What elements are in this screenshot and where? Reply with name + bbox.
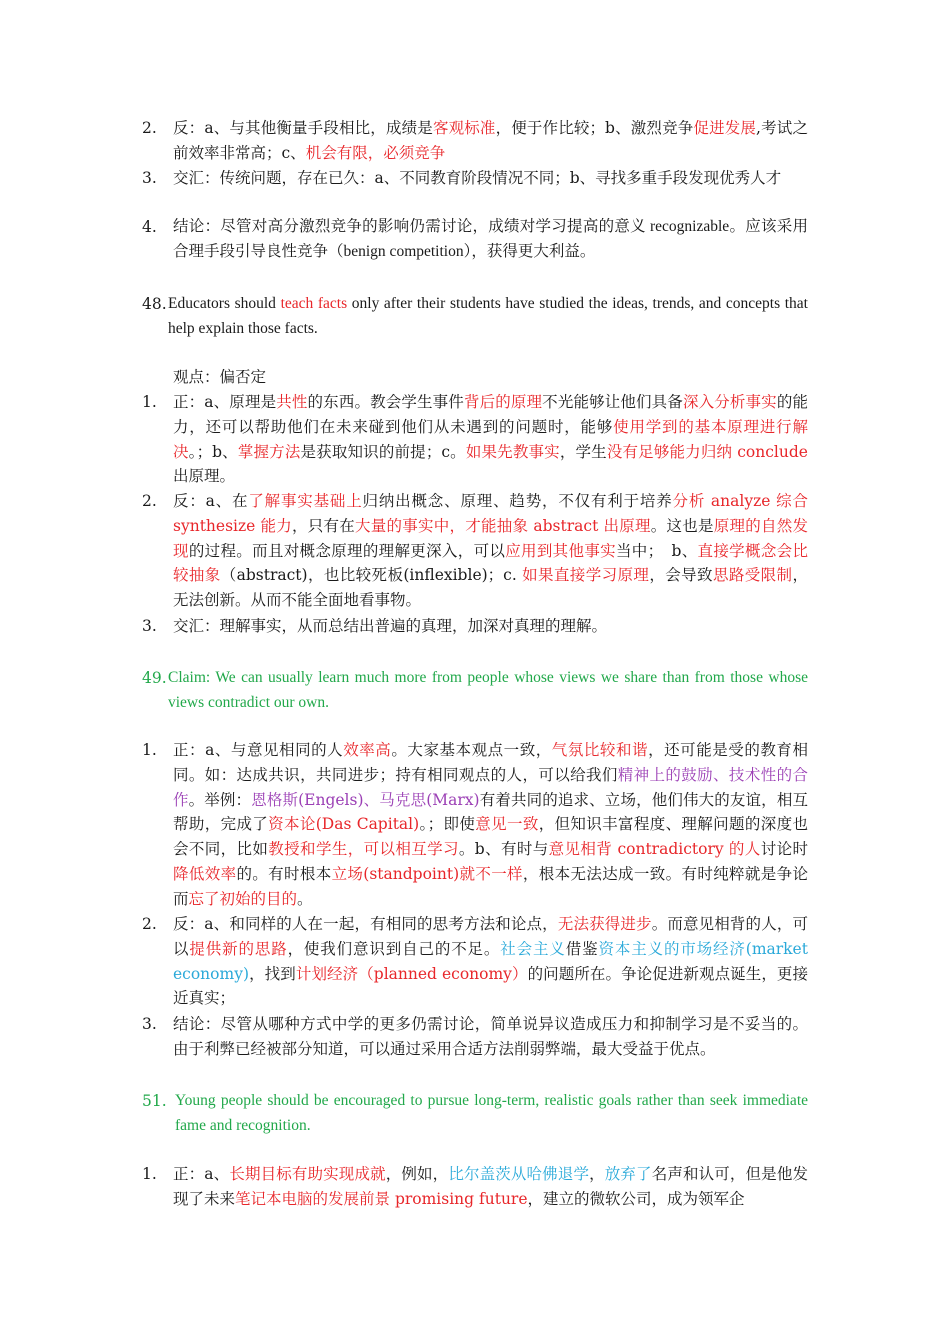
list-item	[142, 1162, 808, 1212]
viewpoint: 观点：偏否定	[173, 368, 267, 386]
list-number: 3.	[142, 169, 157, 187]
list-number: 1.	[142, 1165, 157, 1183]
list-number: 3.	[142, 1015, 157, 1033]
list-number: 1.	[142, 393, 157, 411]
question-text: Educators should teach facts only after their students have studied the ideas, trends, and concepts that help explain those facts.	[168, 295, 808, 337]
question-number: 48.	[142, 295, 167, 313]
list-text: 结论：尽管对高分激烈竞争的影响仍需讨论，成绩对学习提高的意义 recognizable。应该采用合理手段引导良性竞争（benign competition），获得更大利益。	[173, 218, 808, 260]
list-text: 交汇：传统问题，存在已久：a、不同教育阶段情况不同；b、寻找多重手段发现优秀人才	[173, 169, 782, 187]
list-text: 反：a、与其他衡量手段相比，成绩是客观标准，便于作比较；b、激烈竞争促进发展,考试之前效率非常高；c、机会有限，必须竞争	[173, 119, 808, 162]
list-number: 1.	[142, 741, 157, 759]
list-text: 反：a、在了解事实基础上归纳出概念、原理、趋势，不仅有利于培养分析 analyze 综合 synthesize 能力，只有在大量的事实中，才能抽象 abstract 出原理。这也是原理的自然发现的过程。而且对概念原理的理解更深入，可以应用到其他事实当中； b、直接学概念会比较抽象（abstract)，也比较死板(inflexible)；c. 如果直接学习原理，会导致思路受限制，无法创新。从而不能全面地看事物。	[173, 492, 808, 610]
list-item	[142, 912, 808, 1011]
question-number: 51.	[142, 1092, 167, 1110]
list-item	[142, 489, 808, 613]
question-title	[142, 292, 808, 342]
list-number: 4.	[142, 218, 157, 236]
list-text: 正：a、与意见相同的人效率高。大家基本观点一致，气氛比较和谐，还可能是受的教育相同。如：达成共识，共同进步；持有相同观点的人，可以给我们精神上的鼓励、技术性的合作。举例：恩格斯(Engels)、马克思(Marx)有着共同的追求、立场，他们伟大的友谊，相互帮助，完成了资本论(Das Capital)。；即使意见一致，但知识丰富程度、理解问题的深度也会不同，比如教授和学生，可以相互学习。b、有时与意见相背 contradictory 的人讨论时降低效率的。有时根本立场(standpoint)就不一样，根本无法达成一致。有时纯粹就是争论而忘了初始的目的。	[173, 741, 808, 908]
list-text: 结论：尽管从哪种方式中学的更多仍需讨论，简单说异议造成压力和抑制学习是不妥当的。由于利弊已经被部分知道，可以通过采用合适方法削弱弊端，最大受益于优点。	[173, 1015, 808, 1058]
list-text: 反：a、和同样的人在一起，有相同的思考方法和论点，无法获得进步。而意见相背的人，可以提供新的思路，使我们意识到自己的不足。社会主义借鉴资本主义的市场经济(market economy)，找到计划经济（planned economy）的问题所在。争论促进新观点诞生，更接近真实；	[173, 915, 808, 1008]
question-text: Young people should be encouraged to pursue long-term, realistic goals rather than seek immediate fame and recognition.	[175, 1092, 808, 1134]
question-text: Claim: We can usually learn much more from people whose views we share than from those whose views contradict our own.	[168, 669, 808, 711]
list-text: 正：a、原理是共性的东西。教会学生事件背后的原理不光能够让他们具备深入分析事实的能力，还可以帮助他们在未来碰到他们从未遇到的问题时，能够使用学到的基本原理进行解决。；b、掌握方法是获取知识的前提；c。如果先教事实，学生没有足够能力归纳 conclude 出原理。	[173, 393, 808, 486]
list-number: 2.	[142, 119, 157, 137]
list-item	[142, 1012, 808, 1062]
question-number: 49.	[142, 669, 167, 687]
list-text: 正：a、长期目标有助实现成就，例如，比尔盖茨从哈佛退学，放弃了名声和认可，但是他发现了未来笔记本电脑的发展前景 promising future，建立的微软公司，成为领军企	[173, 1165, 808, 1208]
list-item	[142, 116, 808, 166]
list-item	[142, 390, 808, 489]
question-title	[142, 1089, 808, 1139]
list-item	[142, 738, 808, 912]
list-item	[142, 215, 808, 265]
list-text: 交汇：理解事实，从而总结出普遍的真理，加深对真理的理解。	[173, 617, 608, 635]
list-item	[142, 166, 808, 191]
list-number: 3.	[142, 617, 157, 635]
list-number: 2.	[142, 915, 157, 933]
list-number: 2.	[142, 492, 157, 510]
question-title	[142, 666, 808, 716]
list-item	[142, 614, 808, 639]
